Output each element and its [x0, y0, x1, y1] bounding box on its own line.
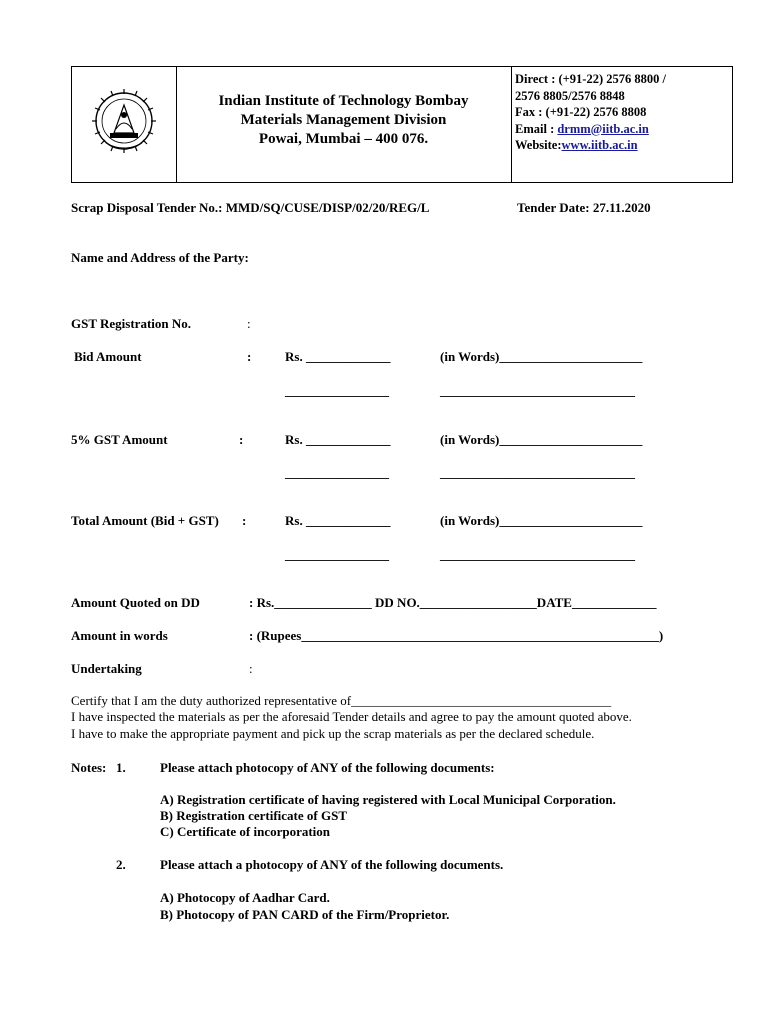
total-amount-words-field-2[interactable]: ______________________________: [440, 547, 635, 562]
institute-name: Indian Institute of Technology Bombay: [218, 93, 469, 109]
note-2-item-b: B) Photocopy of PAN CARD of the Firm/Proprietor.: [160, 907, 450, 922]
iit-bombay-seal-icon: [92, 85, 156, 163]
bid-amount-words-field[interactable]: (in Words)______________________: [440, 349, 643, 364]
certify-line-1: Certify that I am the duty authorized representative of________________________________________: [71, 693, 612, 708]
party-label: Name and Address of the Party:: [71, 250, 249, 265]
logo-cell: [72, 67, 177, 182]
dd-details-field[interactable]: : Rs._______________ DD NO.__________________DATE_____________: [249, 595, 657, 610]
gst-amount-words-field-2[interactable]: ______________________________: [440, 465, 635, 480]
note-2-text: Please attach a photocopy of ANY of the following documents.: [160, 857, 504, 872]
note-1-text: Please attach photocopy of ANY of the following documents:: [160, 760, 495, 775]
gst-amount-rs-field-2[interactable]: ________________: [285, 465, 389, 480]
note-1-item-a: A) Registration certificate of having registered with Local Municipal Corporation.: [160, 792, 616, 807]
note-1-number: 1.: [116, 760, 126, 775]
institute-heading: [176, 92, 511, 149]
bid-amount-rs-field[interactable]: Rs. _____________: [285, 349, 391, 364]
tender-date: Tender Date: 27.11.2020: [517, 200, 651, 215]
tender-number: Scrap Disposal Tender No.: MMD/SQ/CUSE/DISP/02/20/REG/L: [71, 200, 430, 215]
certify-line-2: I have inspected the materials as per the aforesaid Tender details and agree to pay the amount quoted above.: [71, 709, 632, 724]
letterhead-box: [71, 66, 733, 183]
amount-in-words-field[interactable]: : (Rupees_______________________________________________________): [249, 628, 664, 643]
note-2-item-a: A) Photocopy of Aadhar Card.: [160, 890, 330, 905]
gst-amount-rs-field[interactable]: Rs. _____________: [285, 432, 391, 447]
direct-phone-2: 2576 8805/2576 8848: [515, 88, 625, 103]
total-amount-words-field[interactable]: (in Words)______________________: [440, 513, 643, 528]
notes-label: Notes:: [71, 760, 107, 775]
gst-amount-colon: :: [239, 432, 244, 447]
website-label: Website:: [515, 138, 562, 152]
bid-amount-label: Bid Amount: [74, 349, 142, 364]
certify-line-3: I have to make the appropriate payment and pick up the scrap materials as per the declared schedule.: [71, 726, 595, 741]
contact-cell: [512, 67, 732, 182]
gst-amount-words-field[interactable]: (in Words)______________________: [440, 432, 643, 447]
note-1-item-c: C) Certificate of incorporation: [160, 824, 331, 839]
amount-in-words-label: Amount in words: [71, 628, 168, 643]
note-1-item-b: B) Registration certificate of GST: [160, 808, 348, 823]
total-amount-rs-field-2[interactable]: ________________: [285, 547, 389, 562]
note-2-number: 2.: [116, 857, 126, 872]
email-label: Email :: [515, 121, 558, 136]
institute-cell: [176, 67, 512, 182]
contact-details: [515, 71, 666, 154]
bid-amount-words-field-2[interactable]: ______________________________: [440, 383, 635, 398]
undertaking-label: Undertaking: [71, 661, 142, 676]
total-amount-rs-field[interactable]: Rs. _____________: [285, 513, 391, 528]
gst-registration-label: GST Registration No.: [71, 316, 192, 331]
email-row: [515, 121, 666, 138]
fax-number: Fax : (+91-22) 2576 8808: [515, 105, 647, 119]
gst-amount-label: 5% GST Amount: [71, 432, 168, 447]
bid-amount-colon: :: [247, 349, 252, 364]
total-amount-label: Total Amount (Bid + GST): [71, 513, 219, 528]
bid-amount-rs-field-2[interactable]: ________________: [285, 383, 389, 398]
total-amount-colon: :: [242, 513, 247, 528]
undertaking-colon: :: [249, 661, 253, 676]
dd-amount-label: Amount Quoted on DD: [71, 595, 200, 610]
website-link[interactable]: www.iitb.ac.in: [561, 138, 638, 152]
email-link[interactable]: drmm@iitb.ac.in: [557, 121, 649, 136]
institute-address: Powai, Mumbai – 400 076.: [258, 131, 429, 147]
gst-registration-colon: :: [247, 316, 251, 331]
division-name: Materials Management Division: [240, 112, 447, 128]
direct-phone: Direct : (+91-22) 2576 8800 /: [515, 72, 666, 86]
website-row: [515, 137, 666, 154]
